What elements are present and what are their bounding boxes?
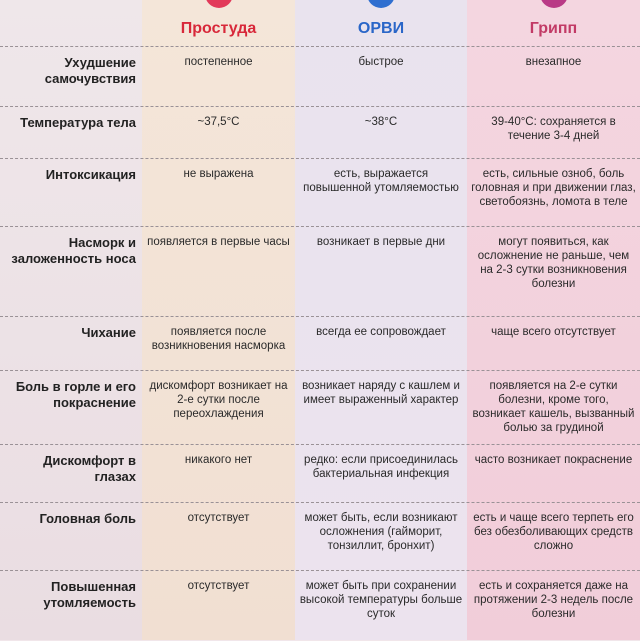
row-label: Головная боль <box>39 511 136 526</box>
table-row <box>0 158 640 227</box>
cell-orvi: редко: если присоединилась бактериальная инфекция <box>304 454 458 480</box>
row-label: Чихание <box>81 325 136 340</box>
cell-flu: появляется на 2-е сутки болезни, кроме того, возникает кашель, вызванный болью за грудиной <box>472 380 635 434</box>
row-label: Ухудшение самочувствия <box>44 55 136 86</box>
row-label: Температура тела <box>20 115 136 130</box>
cell-flu: чаще всего отсутствует <box>491 326 616 338</box>
header-title-orvi: ОРВИ <box>357 20 405 37</box>
cell-flu: 39-40°C: сохраняется в течение 3-4 дней <box>491 116 616 142</box>
cell-flu: часто возникает покраснение <box>474 454 633 466</box>
cell-cold: ~37,5°C <box>197 116 240 128</box>
cell-orvi: возникает в первые дни <box>316 236 446 248</box>
cell-flu: есть, сильные озноб, боль головная и при движении глаз, светобоязнь, ломота в теле <box>471 168 636 208</box>
cell-cold: дискомфорт возникает на 2-е сутки после переохлаждения <box>149 380 288 420</box>
row-label: Насморк и заложенность носа <box>11 235 136 266</box>
cell-orvi: может быть, если возникают осложнения (гайморит, тонзиллит, бронхит) <box>304 512 458 552</box>
cell-cold: никакого нет <box>184 454 253 466</box>
table-header <box>0 0 640 46</box>
cell-cold: постепенное <box>184 56 253 68</box>
cell-cold: появляется в первые часы <box>147 236 290 248</box>
cell-orvi: может быть при сохранении высокой температуры больше суток <box>299 580 463 620</box>
table-row <box>0 46 640 107</box>
cell-flu: есть и сохраняется даже на протяжении 2-3 недель после болезни <box>473 580 634 620</box>
table-row <box>0 502 640 571</box>
row-label: Боль в горле и его покраснение <box>15 379 136 410</box>
cell-cold: отсутствует <box>187 580 250 592</box>
cell-cold: отсутствует <box>187 512 250 524</box>
row-label: Дискомфорт в глазах <box>43 453 136 484</box>
header-title-cold: Простуда <box>180 20 257 37</box>
header-flu <box>467 0 640 46</box>
table-row <box>0 444 640 503</box>
cell-flu: есть и чаще всего терпеть его без обезболивающих средств сложно <box>473 512 634 552</box>
cell-orvi: быстрое <box>358 56 404 68</box>
flu-mascot-icon <box>540 0 568 8</box>
cold-mascot-icon <box>205 0 233 8</box>
cell-orvi: возникает наряду с кашлем и имеет выраженный характер <box>302 380 460 406</box>
orvi-mascot-icon <box>367 0 395 8</box>
table-row <box>0 370 640 445</box>
cell-orvi: ~38°C <box>364 116 398 128</box>
header-title-flu: Грипп <box>529 20 578 37</box>
cell-cold: не выражена <box>183 168 254 180</box>
cell-flu: могут появиться, как осложнение не раньше, чем на 2-3 сутки возникновения болезни <box>477 236 630 290</box>
header-orvi <box>295 0 467 46</box>
table-row <box>0 316 640 371</box>
cell-cold: появляется после возникновения насморка <box>151 326 286 352</box>
row-label: Повышенная утомляемость <box>43 579 136 610</box>
table-row <box>0 570 640 641</box>
row-label: Интоксикация <box>45 167 136 182</box>
cell-flu: внезапное <box>525 56 582 68</box>
header-cold <box>142 0 295 46</box>
table-row <box>0 226 640 317</box>
cell-orvi: всегда ее сопровождает <box>316 326 446 338</box>
table-row <box>0 106 640 159</box>
cell-orvi: есть, выражается повышенной утомляемостью <box>303 168 459 194</box>
